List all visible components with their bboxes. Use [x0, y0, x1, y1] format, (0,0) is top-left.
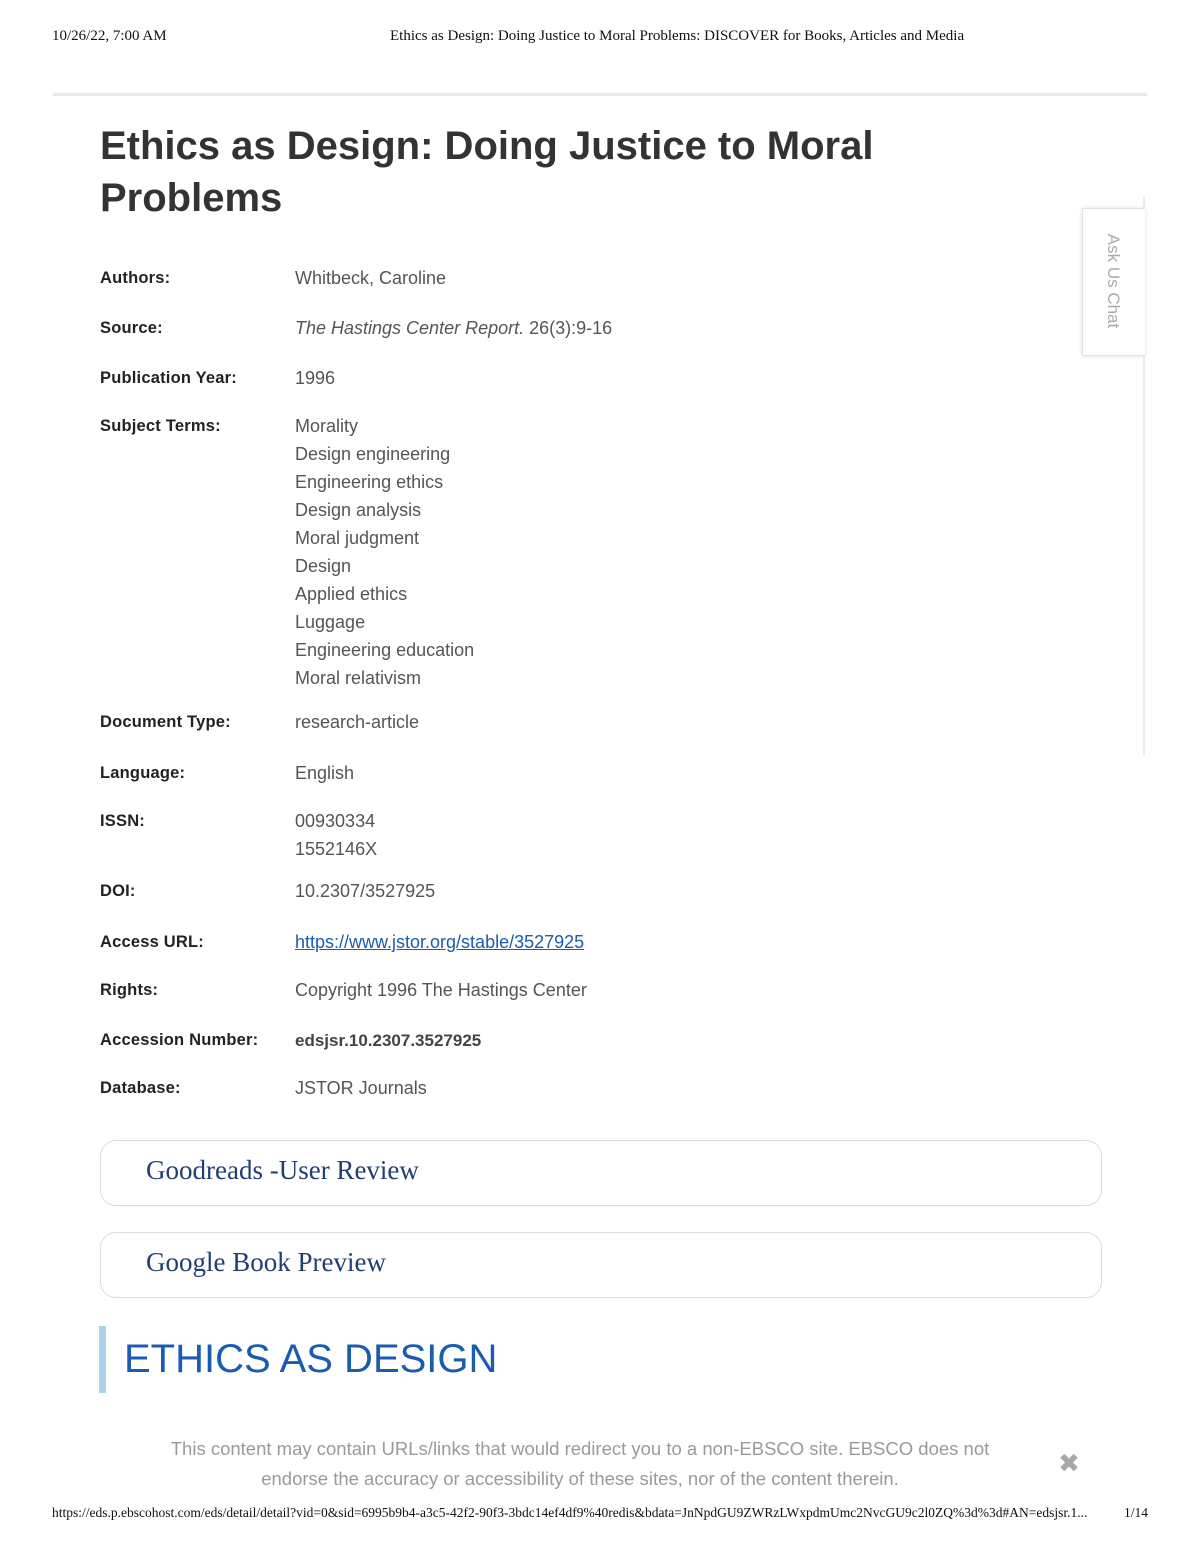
field-label: Publication Year:	[100, 369, 237, 387]
field-label: ISSN:	[100, 812, 146, 830]
access-url-link[interactable]: https://www.jstor.org/stable/3527925	[295, 932, 585, 952]
access-url-value	[295, 928, 995, 956]
ask-us-chat-label: Ask Us Chat	[1104, 233, 1123, 329]
subject-term-link[interactable]: Morality	[295, 416, 359, 436]
field-label: Document Type:	[100, 713, 231, 731]
close-icon[interactable]: ✖	[1058, 1448, 1080, 1478]
rights-value: Copyright 1996 The Hastings Center	[295, 980, 587, 1000]
issn-list	[295, 807, 995, 863]
doi-value: 10.2307/3527925	[295, 881, 436, 901]
subject-term-link[interactable]: Moral relativism	[295, 668, 422, 688]
subject-term-link[interactable]: Moral judgment	[295, 528, 420, 548]
field-label: Subject Terms:	[100, 417, 221, 435]
field-label: Access URL:	[100, 933, 204, 951]
print-header	[52, 28, 1148, 50]
source-value	[295, 314, 995, 342]
record-title: Ethics as Design: Doing Justice to Moral Problems	[100, 124, 874, 220]
accession-number-text: edsjsr.10.2307.3527925	[295, 1031, 482, 1050]
issn-value: 00930334	[295, 811, 376, 831]
database-value: JSTOR Journals	[295, 1078, 427, 1098]
section-accent-bar	[99, 1326, 106, 1393]
field-label: Authors:	[100, 269, 171, 287]
subject-term-link[interactable]: Engineering ethics	[295, 472, 444, 492]
ask-us-chat-tab[interactable]	[1082, 208, 1145, 356]
subject-term-link[interactable]: Design engineering	[295, 444, 451, 464]
field-label: Language:	[100, 764, 186, 782]
field-label: Source:	[100, 319, 163, 337]
subject-term-link[interactable]: Design	[295, 556, 352, 576]
subject-term-link[interactable]: Applied ethics	[295, 584, 408, 604]
print-date: 10/26/22, 7:00 AM	[52, 28, 167, 44]
source-journal: The Hastings Center Report.	[295, 318, 525, 338]
print-page-title: Ethics as Design: Doing Justice to Moral Problems: DISCOVER for Books, Articles and Media	[390, 28, 965, 44]
goodreads-panel[interactable]	[100, 1140, 1102, 1206]
print-footer	[52, 1505, 1148, 1527]
author-link[interactable]: Whitbeck, Caroline	[295, 268, 447, 288]
subject-term-link[interactable]: Luggage	[295, 612, 366, 632]
language-value: English	[295, 763, 355, 783]
subject-term-link[interactable]: Design analysis	[295, 500, 422, 520]
field-label: DOI:	[100, 882, 136, 900]
publication-year-value: 1996	[295, 368, 336, 388]
issn-value: 1552146X	[295, 839, 378, 859]
print-url: https://eds.p.ebscohost.com/eds/detail/detail?vid=0&sid=6995b9b4-a3c5-42f2-90f3-3bdc14ef4df9%40redis&bdata=JnNpdGU9ZWRzLWxpdmUmc2NvcGU9c2l0ZQ%3d%3d#AN=edsjsr.1...	[52, 1505, 1088, 1520]
disclaimer-banner	[130, 1434, 1030, 1494]
section-heading: ETHICS AS DESIGN	[124, 1337, 498, 1381]
field-label: Rights:	[100, 981, 159, 999]
subject-term-link[interactable]: Engineering education	[295, 640, 475, 660]
subject-terms-list	[295, 412, 995, 692]
disclaimer-line: endorse the accuracy or accessibility of these sites, nor of the content therein.	[261, 1468, 899, 1489]
document-type-value: research-article	[295, 712, 420, 732]
print-page-number: 1/14	[1123, 1505, 1148, 1520]
accession-number-value	[295, 1026, 995, 1055]
header-divider	[53, 93, 1147, 96]
google-book-preview-title: Google Book Preview	[146, 1247, 386, 1277]
field-label: Database:	[100, 1079, 181, 1097]
field-label: Accession Number:	[100, 1031, 259, 1049]
goodreads-panel-title: Goodreads -User Review	[146, 1155, 419, 1185]
source-details: 26(3):9-16	[524, 318, 613, 338]
google-book-preview-panel[interactable]	[100, 1232, 1102, 1298]
disclaimer-line: This content may contain URLs/links that would redirect you to a non-EBSCO site. EBSCO does not	[170, 1438, 990, 1459]
